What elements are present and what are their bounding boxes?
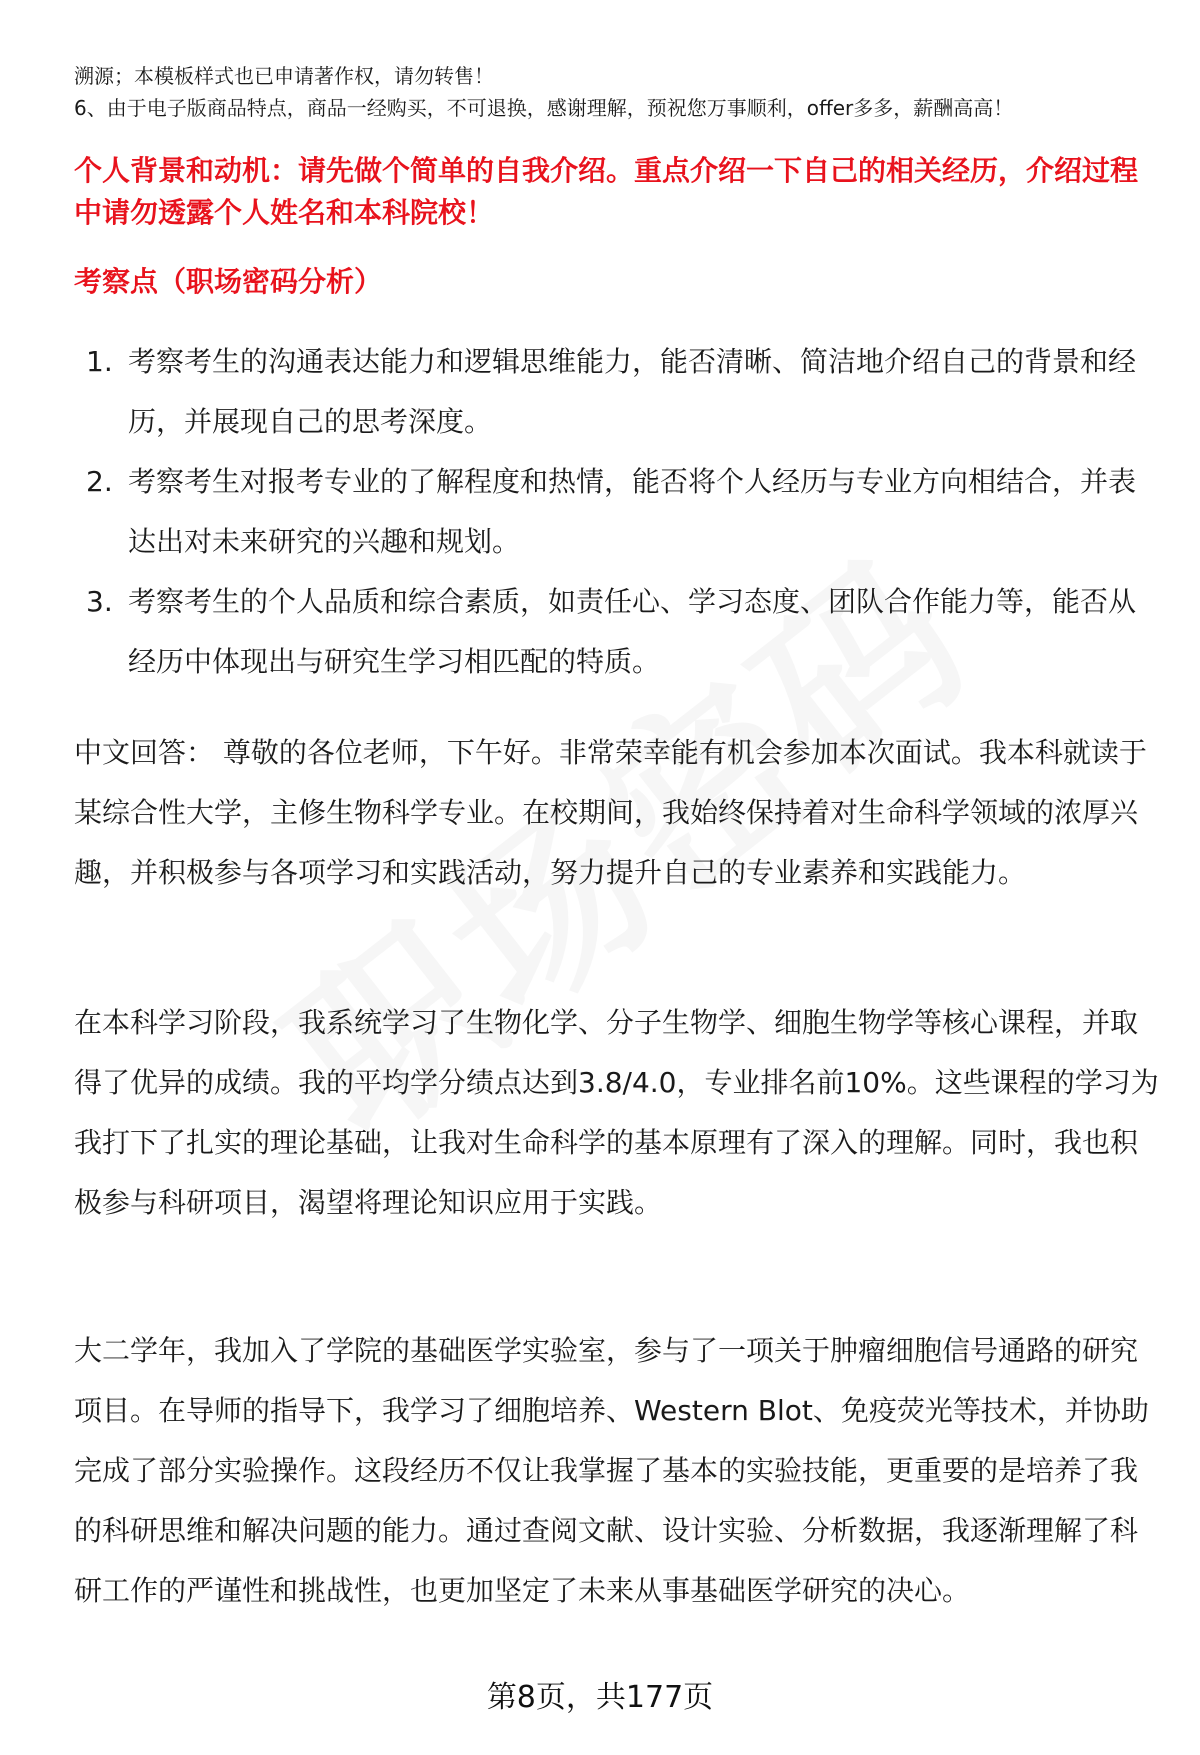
section-title: 考察点（职场密码分析）: [74, 265, 383, 298]
list-text: 考察考生对报考专业的了解程度和热情，能否将个人经历与专业方向相结合，并表达出对未来研究的兴趣和规划。: [128, 465, 1137, 558]
list-number: 3.: [86, 585, 113, 618]
list-number: 1.: [86, 345, 113, 378]
notes-block: [74, 60, 1134, 124]
page-number-footer: 第8页，共177页: [486, 1680, 714, 1715]
list-text: 考察考生的个人品质和综合素质，如责任心、学习态度、团队合作能力等，能否从经历中体现出与研究生学习相匹配的特质。: [128, 585, 1137, 678]
list-text: 考察考生的沟通表达能力和逻辑思维能力，能否清晰、简洁地介绍自己的背景和经历，并展现自己的思考深度。: [128, 345, 1137, 438]
list-item: [74, 452, 1154, 572]
question-heading: 个人背景和动机：请先做个简单的自我介绍。重点介绍一下自己的相关经历，介绍过程中请勿透露个人姓名和本科院校！: [74, 154, 1139, 229]
note-line: 溯源；本模板样式也已申请著作权，请勿转售！: [74, 64, 494, 88]
list-item: [74, 332, 1154, 452]
answer-paragraph: 大二学年，我加入了学院的基础医学实验室，参与了一项关于肿瘤细胞信号通路的研究项目。在导师的指导下，我学习了细胞培养、Western Blot、免疫荧光等技术，并协助完成了部分实验操作。这段经历不仅让我掌握了基本的实验技能，更重要的是培养了我的科研思维和解决问题的能力。通过查阅文献、设计实验、分析数据，我逐渐理解了科研工作的严谨性和挑战性，也更加坚定了未来从事基础医学研究的决心。: [74, 1334, 1149, 1607]
list-number: 2.: [86, 465, 113, 498]
answer-paragraph: 中文回答： 尊敬的各位老师，下午好。非常荣幸能有机会参加本次面试。我本科就读于某综合性大学，主修生物科学专业。在校期间，我始终保持着对生命科学领域的浓厚兴趣，并积极参与各项学习和实践活动，努力提升自己的专业素养和实践能力。: [74, 736, 1147, 889]
answer-paragraph: 在本科学习阶段，我系统学习了生物化学、分子生物学、细胞生物学等核心课程，并取得了优异的成绩。我的平均学分绩点达到3.8/4.0，专业排名前10%。这些课程的学习为我打下了扎实的理论基础，让我对生命科学的基本原理有了深入的理解。同时，我也积极参与科研项目，渴望将理论知识应用于实践。: [74, 1006, 1159, 1219]
assessment-points-list: [74, 332, 1154, 692]
note-line: 6、由于电子版商品特点，商品一经购买，不可退换，感谢理解，预祝您万事顺利，offer多多，薪酬高高！: [74, 96, 1014, 120]
list-item: [74, 572, 1154, 692]
